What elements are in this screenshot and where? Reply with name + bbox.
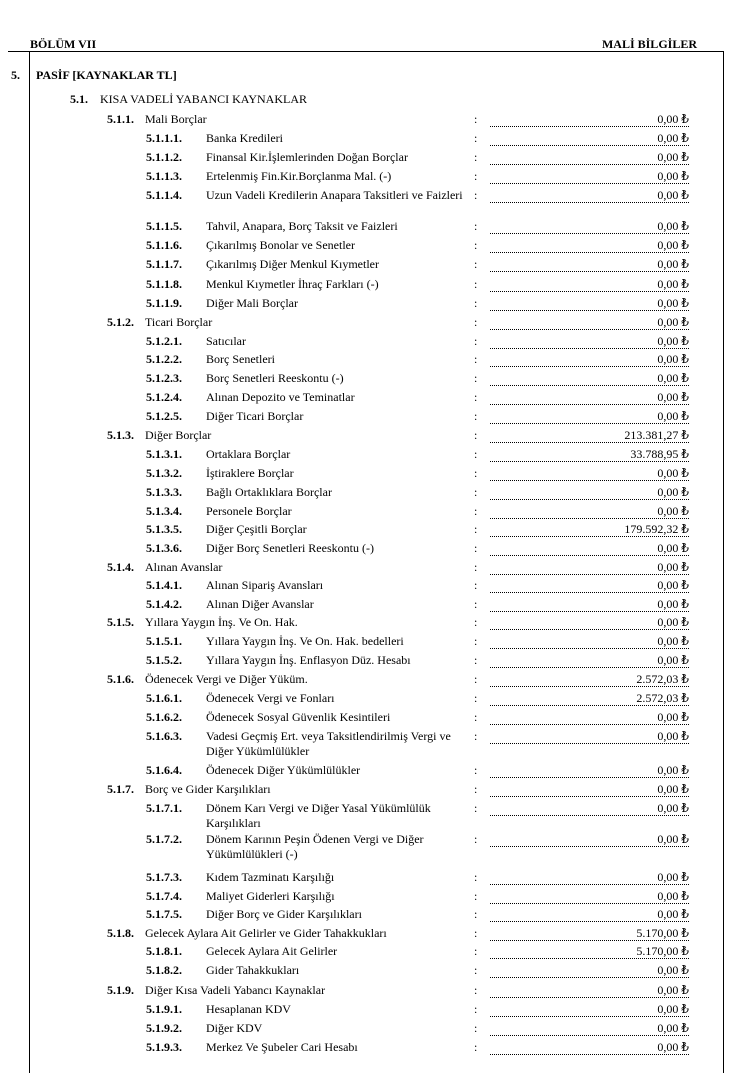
separator-colon: :	[474, 653, 478, 667]
separator-colon: :	[474, 889, 478, 903]
account-code: 5.1.3.3.	[146, 485, 182, 499]
account-value: 0,00 ₺	[490, 541, 689, 556]
account-code: 5.1.3.6.	[146, 541, 182, 555]
account-label: Kıdem Tazminatı Karşılığı	[206, 870, 335, 884]
account-value: 0,00 ₺	[490, 315, 689, 330]
separator-colon: :	[474, 907, 478, 921]
separator-colon: :	[474, 334, 478, 348]
account-value: 0,00 ₺	[490, 578, 689, 593]
separator-colon: :	[474, 926, 478, 940]
account-label: Alınan Sipariş Avansları	[206, 578, 324, 592]
separator-colon: :	[474, 504, 478, 518]
account-label: Dönem Karı Vergi ve Diğer Yasal Yükümlülük Karşılıkları	[206, 801, 431, 830]
separator-colon: :	[474, 560, 478, 574]
account-value: 0,00 ₺	[490, 169, 689, 184]
chapter-label: BÖLÜM VII	[30, 37, 97, 51]
account-value: 0,00 ₺	[490, 219, 689, 234]
account-code: 5.1.8.2.	[146, 963, 182, 977]
account-value: 0,00 ₺	[490, 188, 689, 203]
subsection-title: KISA VADELİ YABANCI KAYNAKLAR	[100, 92, 308, 106]
account-label: Tahvil, Anapara, Borç Taksit ve Faizleri	[206, 219, 398, 233]
account-value: 0,00 ₺	[490, 729, 689, 744]
table-border-right	[723, 51, 724, 1073]
account-label: Diğer KDV	[206, 1021, 263, 1035]
account-code: 5.1.6.4.	[146, 763, 182, 777]
account-value: 0,00 ₺	[490, 832, 689, 847]
table-border-left	[29, 51, 30, 1073]
account-value: 0,00 ₺	[490, 963, 689, 978]
separator-colon: :	[474, 634, 478, 648]
account-value: 0,00 ₺	[490, 466, 689, 481]
separator-colon: :	[474, 390, 478, 404]
separator-colon: :	[474, 983, 478, 997]
account-code: 5.1.3.	[107, 428, 134, 442]
account-value: 0,00 ₺	[490, 907, 689, 922]
account-value: 0,00 ₺	[490, 801, 689, 816]
account-label: Bağlı Ortaklıklara Borçlar	[206, 485, 332, 499]
account-code: 5.1.9.3.	[146, 1040, 182, 1054]
account-value: 0,00 ₺	[490, 485, 689, 500]
account-label: Uzun Vadeli Kredilerin Anapara Taksitleri ve Faizleri	[206, 188, 463, 202]
account-code: 5.1.3.4.	[146, 504, 182, 518]
account-value: 0,00 ₺	[490, 352, 689, 367]
account-label: Diğer Çeşitli Borçlar	[206, 522, 307, 536]
account-value: 0,00 ₺	[490, 112, 689, 127]
account-value: 0,00 ₺	[490, 334, 689, 349]
account-code: 5.1.1.9.	[146, 296, 182, 310]
section-title: PASİF [KAYNAKLAR TL]	[36, 68, 177, 82]
account-code: 5.1.7.2.	[146, 832, 182, 846]
account-label: Mali Borçlar	[145, 112, 207, 126]
separator-colon: :	[474, 832, 478, 846]
separator-colon: :	[474, 763, 478, 777]
account-value: 0,00 ₺	[490, 889, 689, 904]
account-value: 0,00 ₺	[490, 390, 689, 405]
account-code: 5.1.3.5.	[146, 522, 182, 536]
account-label: Yıllara Yaygın İnş. Enflasyon Düz. Hesabı	[206, 653, 411, 667]
account-code: 5.1.2.5.	[146, 409, 182, 423]
separator-colon: :	[474, 672, 478, 686]
account-value: 0,00 ₺	[490, 1021, 689, 1036]
separator-colon: :	[474, 428, 478, 442]
account-label: Gider Tahakkukları	[206, 963, 300, 977]
account-value: 0,00 ₺	[490, 296, 689, 311]
account-code: 5.1.9.2.	[146, 1021, 182, 1035]
separator-colon: :	[474, 710, 478, 724]
account-code: 5.1.8.	[107, 926, 134, 940]
account-code: 5.1.1.8.	[146, 277, 182, 291]
separator-colon: :	[474, 615, 478, 629]
account-label: Satıcılar	[206, 334, 246, 348]
account-code: 5.1.1.1.	[146, 131, 182, 145]
account-value: 0,00 ₺	[490, 371, 689, 386]
separator-colon: :	[474, 447, 478, 461]
account-value: 0,00 ₺	[490, 634, 689, 649]
account-code: 5.1.7.5.	[146, 907, 182, 921]
account-label: Maliyet Giderleri Karşılığı	[206, 889, 335, 903]
account-label: Alınan Avanslar	[145, 560, 223, 574]
account-value: 0,00 ₺	[490, 131, 689, 146]
account-value: 0,00 ₺	[490, 870, 689, 885]
account-value: 0,00 ₺	[490, 257, 689, 272]
account-label: Çıkarılmış Bonolar ve Senetler	[206, 238, 355, 252]
account-value: 5.170,00 ₺	[490, 926, 689, 941]
separator-colon: :	[474, 466, 478, 480]
account-code: 5.1.9.	[107, 983, 134, 997]
separator-colon: :	[474, 112, 478, 126]
account-code: 5.1.9.1.	[146, 1002, 182, 1016]
account-label: Diğer Borç ve Gider Karşılıkları	[206, 907, 362, 921]
account-code: 5.1.1.5.	[146, 219, 182, 233]
account-label: Ertelenmiş Fin.Kir.Borçlanma Mal. (-)	[206, 169, 392, 183]
account-label: Merkez Ve Şubeler Cari Hesabı	[206, 1040, 358, 1054]
account-label: Ödenecek Diğer Yükümlülükler	[206, 763, 361, 777]
account-value: 0,00 ₺	[490, 653, 689, 668]
account-label: Ticari Borçlar	[145, 315, 213, 329]
account-code: 5.1.6.2.	[146, 710, 182, 724]
account-label: Dönem Karının Peşin Ödenen Vergi ve Diğer Yükümlülükleri (-)	[206, 832, 424, 861]
account-value: 5.170,00 ₺	[490, 944, 689, 959]
account-label: Banka Kredileri	[206, 131, 283, 145]
separator-colon: :	[474, 541, 478, 555]
account-code: 5.1.6.3.	[146, 729, 182, 743]
account-value: 0,00 ₺	[490, 782, 689, 797]
account-label: Diğer Ticari Borçlar	[206, 409, 304, 423]
account-value: 213.381,27 ₺	[490, 428, 689, 443]
account-label: Hesaplanan KDV	[206, 1002, 291, 1016]
separator-colon: :	[474, 238, 478, 252]
account-value: 2.572,03 ₺	[490, 691, 689, 706]
chapter-title: MALİ BİLGİLER	[601, 37, 697, 51]
separator-colon: :	[474, 801, 478, 815]
account-code: 5.1.6.	[107, 672, 134, 686]
account-code: 5.1.5.1.	[146, 634, 182, 648]
account-code: 5.1.2.4.	[146, 390, 182, 404]
account-value: 2.572,03 ₺	[490, 672, 689, 687]
account-code: 5.1.2.3.	[146, 371, 182, 385]
account-code: 5.1.5.	[107, 615, 134, 629]
account-label: Gelecek Aylara Ait Gelirler	[206, 944, 338, 958]
account-value: 179.592,32 ₺	[490, 522, 689, 537]
account-value: 0,00 ₺	[490, 560, 689, 575]
account-code: 5.1.1.2.	[146, 150, 182, 164]
header-rule	[8, 51, 724, 52]
account-label: Menkul Kıymetler İhraç Farkları (-)	[206, 277, 379, 291]
account-code: 5.1.2.	[107, 315, 134, 329]
account-value: 0,00 ₺	[490, 615, 689, 630]
account-value: 0,00 ₺	[490, 983, 689, 998]
account-code: 5.1.8.1.	[146, 944, 182, 958]
separator-colon: :	[474, 1040, 478, 1054]
account-code: 5.1.1.4.	[146, 188, 182, 202]
account-value: 33.788,95 ₺	[490, 447, 689, 462]
account-value: 0,00 ₺	[490, 277, 689, 292]
separator-colon: :	[474, 522, 478, 536]
separator-colon: :	[474, 169, 478, 183]
account-code: 5.1.2.1.	[146, 334, 182, 348]
separator-colon: :	[474, 963, 478, 977]
account-code: 5.1.6.1.	[146, 691, 182, 705]
account-label: Borç Senetleri Reeskontu (-)	[206, 371, 344, 385]
account-label: Finansal Kir.İşlemlerinden Doğan Borçlar	[206, 150, 408, 164]
account-code: 5.1.5.2.	[146, 653, 182, 667]
account-label: Gelecek Aylara Ait Gelirler ve Gider Tahakkukları	[145, 926, 387, 940]
account-label: Vadesi Geçmiş Ert. veya Taksitlendirilmiş Vergi ve Diğer Yükümlülükler	[206, 729, 451, 758]
account-value: 0,00 ₺	[490, 238, 689, 253]
account-code: 5.1.1.6.	[146, 238, 182, 252]
account-value: 0,00 ₺	[490, 504, 689, 519]
account-code: 5.1.7.4.	[146, 889, 182, 903]
account-code: 5.1.3.1.	[146, 447, 182, 461]
separator-colon: :	[474, 257, 478, 271]
separator-colon: :	[474, 409, 478, 423]
separator-colon: :	[474, 729, 478, 743]
separator-colon: :	[474, 315, 478, 329]
account-label: Çıkarılmış Diğer Menkul Kıymetler	[206, 257, 379, 271]
account-label: Diğer Mali Borçlar	[206, 296, 298, 310]
account-label: Yıllara Yaygın İnş. Ve On. Hak. bedelleri	[206, 634, 404, 648]
account-code: 5.1.4.	[107, 560, 134, 574]
account-code: 5.1.7.3.	[146, 870, 182, 884]
account-code: 5.1.3.2.	[146, 466, 182, 480]
account-code: 5.1.4.1.	[146, 578, 182, 592]
separator-colon: :	[474, 782, 478, 796]
account-value: 0,00 ₺	[490, 1002, 689, 1017]
account-code: 5.1.2.2.	[146, 352, 182, 366]
account-code: 5.1.1.	[107, 112, 134, 126]
separator-colon: :	[474, 1021, 478, 1035]
separator-colon: :	[474, 578, 478, 592]
account-label: Diğer Borçlar	[145, 428, 212, 442]
account-label: Borç ve Gider Karşılıkları	[145, 782, 271, 796]
account-label: Personele Borçlar	[206, 504, 292, 518]
account-code: 5.1.1.7.	[146, 257, 182, 271]
account-label: Alınan Depozito ve Teminatlar	[206, 390, 355, 404]
separator-colon: :	[474, 219, 478, 233]
account-code: 5.1.7.1.	[146, 801, 182, 815]
separator-colon: :	[474, 352, 478, 366]
separator-colon: :	[474, 485, 478, 499]
separator-colon: :	[474, 188, 478, 202]
separator-colon: :	[474, 150, 478, 164]
account-code: 5.1.4.2.	[146, 597, 182, 611]
section-number: 5.	[11, 68, 20, 82]
account-label: Ödenecek Vergi ve Fonları	[206, 691, 335, 705]
separator-colon: :	[474, 944, 478, 958]
account-code: 5.1.7.	[107, 782, 134, 796]
account-label: Alınan Diğer Avanslar	[206, 597, 314, 611]
account-value: 0,00 ₺	[490, 409, 689, 424]
account-label: Borç Senetleri	[206, 352, 275, 366]
account-label: İştiraklere Borçlar	[206, 466, 294, 480]
separator-colon: :	[474, 371, 478, 385]
separator-colon: :	[474, 870, 478, 884]
account-label: Diğer Borç Senetleri Reeskontu (-)	[206, 541, 374, 555]
separator-colon: :	[474, 597, 478, 611]
account-label: Ödenecek Vergi ve Diğer Yüküm.	[145, 672, 308, 686]
account-code: 5.1.1.3.	[146, 169, 182, 183]
account-label: Ödenecek Sosyal Güvenlik Kesintileri	[206, 710, 391, 724]
account-value: 0,00 ₺	[490, 1040, 689, 1055]
separator-colon: :	[474, 691, 478, 705]
separator-colon: :	[474, 1002, 478, 1016]
separator-colon: :	[474, 296, 478, 310]
separator-colon: :	[474, 277, 478, 291]
account-label: Ortaklara Borçlar	[206, 447, 291, 461]
separator-colon: :	[474, 131, 478, 145]
account-label: Yıllara Yaygın İnş. Ve On. Hak.	[145, 615, 298, 629]
account-value: 0,00 ₺	[490, 763, 689, 778]
account-label: Diğer Kısa Vadeli Yabancı Kaynaklar	[145, 983, 326, 997]
account-value: 0,00 ₺	[490, 150, 689, 165]
account-value: 0,00 ₺	[490, 710, 689, 725]
subsection-number: 5.1.	[70, 92, 88, 106]
account-value: 0,00 ₺	[490, 597, 689, 612]
